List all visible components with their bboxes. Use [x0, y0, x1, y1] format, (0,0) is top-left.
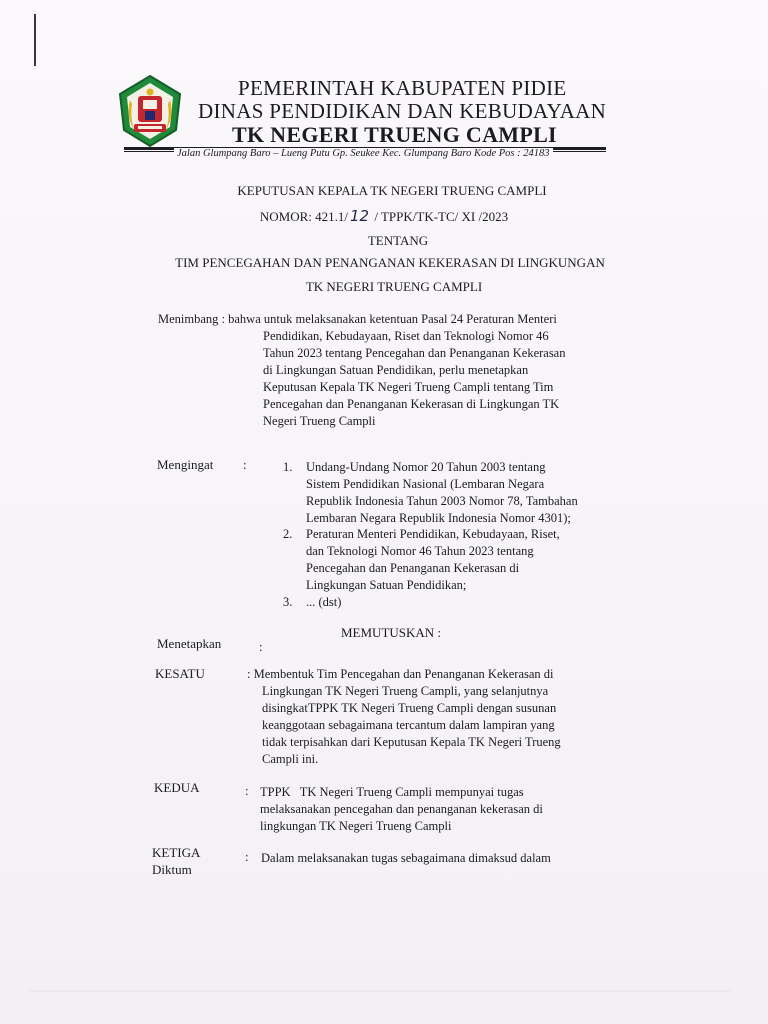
menimbang-line: Keputusan Kepala TK Negeri Trueng Campli tentang Tim: [263, 380, 554, 394]
mengingat-label: Mengingat: [157, 457, 214, 472]
kesatu-text: [262, 683, 614, 768]
mengingat-item-2-number: 2.: [283, 527, 293, 541]
kedua-label: KEDUA: [154, 780, 200, 795]
mengingat-item-line: Republik Indonesia Tahun 2003 Nomor 78, Tambahan: [306, 494, 578, 508]
kesatu-line: disingkatTPPK TK Negeri Trueng Campli dengan susunan: [262, 701, 557, 715]
tentang-heading: TENTANG: [367, 233, 429, 248]
mengingat-item-line: Pencegahan dan Penanganan Kekerasan di: [306, 561, 520, 575]
subject-line-2: TK NEGERI TRUENG CAMPLI: [305, 279, 483, 294]
mengingat-item-1-number: 1.: [283, 460, 293, 474]
header-government-line: PEMERINTAH KABUPATEN PIDIE: [238, 76, 567, 100]
decree-number-prefix: NOMOR: 421.1/: [259, 209, 349, 224]
decree-number-handwritten: 12: [350, 207, 370, 225]
pidie-regency-emblem-icon: [116, 74, 184, 148]
ketiga-text: Dalam melaksanakan tugas sebagaimana dimaksud dalam: [261, 851, 551, 865]
mengingat-item-line: Peraturan Menteri Pendidikan, Kebudayaan, Riset,: [306, 527, 560, 541]
mengingat-item-3-number: 3.: [283, 595, 293, 609]
paper-shadow: [30, 990, 730, 992]
kedua-colon: :: [245, 783, 249, 798]
menimbang-line: Negeri Trueng Campli: [263, 414, 376, 428]
kesatu-first-line: : Membentuk Tim Pencegahan dan Penanganan Kekerasan di: [247, 667, 554, 681]
menimbang-line: Tahun 2023 tentang Pencegahan dan Penanganan Kekerasan: [263, 346, 566, 360]
mengingat-item-3: ... (dst): [306, 595, 342, 609]
menimbang-line: Pencegahan dan Penanganan Kekerasan di Lingkungan TK: [263, 397, 560, 411]
kedua-text: [260, 784, 614, 835]
scan-edge-mark: [34, 14, 36, 66]
mengingat-item-2: [306, 526, 612, 594]
menimbang-line: Pendidikan, Kebudayaan, Riset dan Teknologi Nomor 46: [263, 329, 549, 343]
ketiga-colon: :: [245, 849, 249, 864]
header-department-line: DINAS PENDIDIKAN DAN KEBUDAYAAN: [198, 99, 607, 123]
memutuskan-heading: MEMUTUSKAN :: [341, 625, 442, 640]
kedua-line: TPPK TK Negeri Trueng Campli mempunyai tugas: [260, 785, 524, 799]
kesatu-line: Lingkungan TK Negeri Trueng Campli, yang selanjutnya: [262, 684, 549, 698]
ketiga-sublabel: Diktum: [152, 862, 192, 877]
menetapkan-label: Menetapkan: [157, 636, 222, 651]
menimbang-line: di Lingkungan Satuan Pendidikan, perlu menetapkan: [263, 363, 529, 377]
mengingat-item-1: [306, 459, 612, 527]
mengingat-item-line: Sistem Pendidikan Nasional (Lembaran Negara: [306, 477, 545, 491]
kesatu-label: KESATU: [155, 666, 205, 681]
mengingat-item-line: Lembaran Negara Republik Indonesia Nomor 4301);: [306, 511, 571, 525]
mengingat-colon: :: [243, 457, 247, 472]
decree-title: KEPUTUSAN KEPALA TK NEGERI TRUENG CAMPLI: [237, 183, 547, 198]
kesatu-line: tidak terpisahkan dari Keputusan Kepala TK Negeri Trueng: [262, 735, 561, 749]
header-address: Jalan Glumpang Baro – Lueng Putu Gp. Seukee Kec. Glumpang Baro Kode Pos : 24183: [174, 148, 553, 159]
kedua-line: lingkungan TK Negeri Trueng Campli: [260, 819, 452, 833]
kesatu-line: Campli ini.: [262, 752, 319, 766]
menetapkan-colon: :: [259, 639, 263, 654]
mengingat-item-line: Undang-Undang Nomor 20 Tahun 2003 tentang: [306, 460, 546, 474]
decree-number-suffix: / TPPK/TK-TC/ XI /2023: [371, 209, 509, 224]
header-school-name: TK NEGERI TRUENG CAMPLI: [232, 122, 557, 147]
kedua-line: melaksanakan pencegahan dan penanganan kekerasan di: [260, 802, 543, 816]
decree-number: [0, 207, 768, 225]
menimbang-first-line: Menimbang : bahwa untuk melaksanakan ketentuan Pasal 24 Peraturan Menteri: [158, 312, 557, 326]
mengingat-item-line: Lingkungan Satuan Pendidikan;: [306, 578, 467, 592]
kesatu-line: keanggotaan sebagaimana tercantum dalam lampiran yang: [262, 718, 555, 732]
menimbang-text: [263, 328, 613, 430]
ketiga-label: KETIGA: [152, 845, 201, 860]
subject-line-1: TIM PENCEGAHAN DAN PENANGANAN KEKERASAN DI LINGKUNGAN: [175, 255, 605, 270]
mengingat-item-line: dan Teknologi Nomor 46 Tahun 2023 tentang: [306, 544, 534, 558]
